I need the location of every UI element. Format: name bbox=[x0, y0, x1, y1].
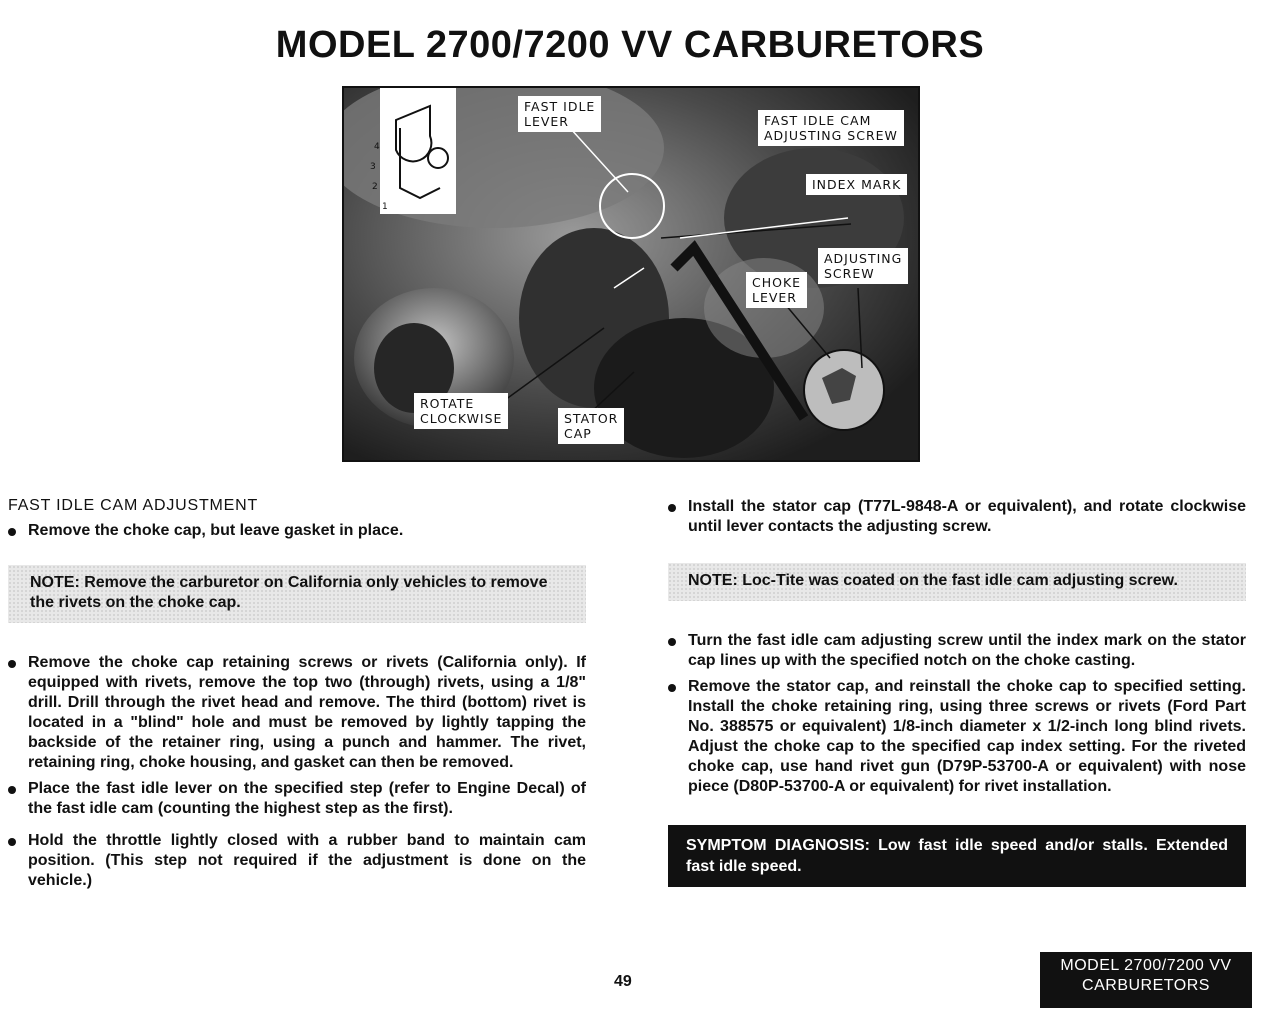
instruction-item bbox=[668, 497, 1246, 537]
note-box: NOTE: Loc-Tite was coated on the fast idle cam adjusting screw. bbox=[668, 563, 1246, 601]
step-number: 2 bbox=[372, 182, 378, 192]
callout-line: ADJUSTING bbox=[824, 251, 903, 266]
callout-adjusting-screw bbox=[818, 248, 908, 284]
bullet-icon bbox=[8, 528, 16, 536]
callout-fast-idle-lever bbox=[518, 96, 601, 132]
callout-line: FAST IDLE bbox=[524, 99, 596, 114]
step-number: 1 bbox=[382, 202, 388, 212]
page-title: MODEL 2700/7200 VV CARBURETORS bbox=[275, 24, 985, 66]
step-number: 3 bbox=[370, 162, 376, 172]
footer-section-tab bbox=[1040, 952, 1252, 1008]
bullet-icon bbox=[668, 504, 676, 512]
section-heading: FAST IDLE CAM ADJUSTMENT bbox=[8, 497, 259, 514]
callout-stator-cap bbox=[558, 408, 624, 444]
bullet-icon bbox=[668, 684, 676, 692]
callout-line: FAST IDLE CAM bbox=[764, 113, 872, 128]
left-column bbox=[8, 496, 586, 897]
bullet-icon bbox=[8, 660, 16, 668]
callout-rotate-clockwise bbox=[414, 393, 508, 429]
symptom-diagnosis-box: SYMPTOM DIAGNOSIS: Low fast idle speed and/or stalls. Extended fast idle speed. bbox=[668, 825, 1246, 887]
footer-tab-line: MODEL 2700/7200 VV bbox=[1060, 957, 1232, 974]
instruction-item bbox=[668, 677, 1246, 797]
instruction-item bbox=[8, 521, 586, 541]
callout-line: INDEX MARK bbox=[812, 177, 902, 192]
right-column bbox=[668, 497, 1246, 887]
instruction-item bbox=[668, 631, 1246, 671]
page-number: 49 bbox=[614, 973, 632, 990]
instruction-text: Remove the stator cap, and reinstall the choke cap to specified setting. Install the choke retaining ring, using three screws or rivets (Ford Part No. 388575 or equivalent) 1/8-inch diameter x 1/2-inch long blind rivets. Adjust the choke cap to the specified cap index setting. For the riveted choke cap, use hand rivet gun (D79P-53700-A or equivalent) with nose piece (D80P-53700-A or equivalent) for rivet installation. bbox=[688, 678, 1246, 795]
instruction-item bbox=[8, 779, 586, 819]
instruction-text: Remove the choke cap, but leave gasket in place. bbox=[28, 522, 404, 539]
bullet-icon bbox=[8, 786, 16, 794]
callout-line: STATOR bbox=[564, 411, 619, 426]
callout-line: ADJUSTING SCREW bbox=[764, 128, 898, 143]
footer-tab-line: CARBURETORS bbox=[1082, 977, 1210, 994]
instruction-text: Turn the fast idle cam adjusting screw until the index mark on the stator cap lines up with the specified notch on the choke casting. bbox=[688, 632, 1246, 669]
instruction-text: Remove the choke cap retaining screws or rivets (California only). If equipped with rivets, remove the top two (through) rivets, using a 1/8" drill. Drill through the rivet head and remove. The third (bottom) rivet is located in a "blind" hole and must be removed by lightly tapping the backside of the retainer ring, using a punch and hammer. The rivet, retaining ring, choke housing, and gasket can then be removed. bbox=[28, 654, 586, 771]
bullet-icon bbox=[668, 638, 676, 646]
instruction-text: Hold the throttle lightly closed with a rubber band to maintain cam position. (This step not required if the adjustment is done on the vehicle.) bbox=[28, 832, 586, 889]
instruction-text: Install the stator cap (T77L-9848-A or equivalent), and rotate clockwise until lever contacts the adjusting screw. bbox=[688, 498, 1246, 535]
note-box: NOTE: Remove the carburetor on California only vehicles to remove the rivets on the choke cap. bbox=[8, 565, 586, 623]
instruction-text: Place the fast idle lever on the specified step (refer to Engine Decal) of the fast idle cam (counting the highest step as the first). bbox=[28, 780, 586, 817]
callout-line: LEVER bbox=[524, 114, 569, 129]
callout-choke-lever bbox=[746, 272, 807, 308]
callout-line: LEVER bbox=[752, 290, 797, 305]
callout-index-mark bbox=[806, 174, 907, 195]
callout-fast-idle-cam-adjusting-screw bbox=[758, 110, 904, 146]
instruction-item bbox=[8, 653, 586, 773]
carburetor-photo-figure bbox=[342, 86, 920, 462]
callout-line: CLOCKWISE bbox=[420, 411, 503, 426]
callout-line: CAP bbox=[564, 426, 592, 441]
instruction-item bbox=[8, 831, 586, 891]
step-number: 4 bbox=[374, 142, 380, 152]
callout-line: SCREW bbox=[824, 266, 875, 281]
callout-line: CHOKE bbox=[752, 275, 802, 290]
bullet-icon bbox=[8, 838, 16, 846]
callout-line: ROTATE bbox=[420, 396, 475, 411]
